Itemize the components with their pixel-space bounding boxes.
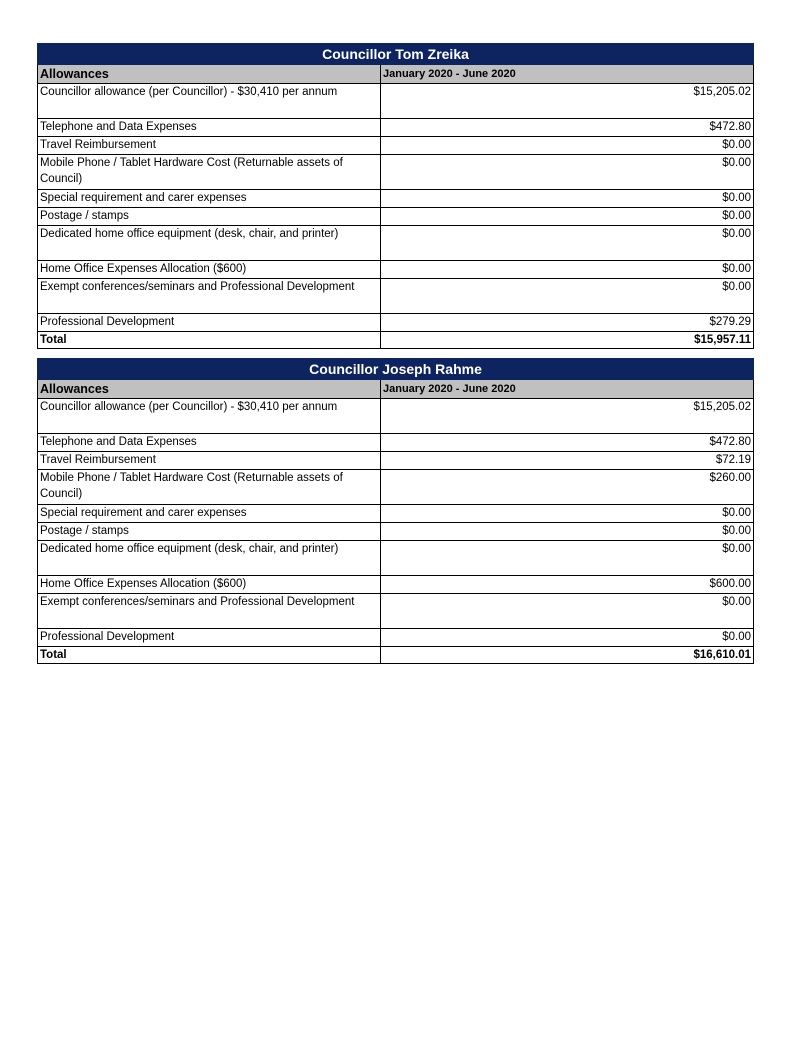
table-row [38, 261, 754, 279]
row-label: Dedicated home office equipment (desk, chair, and printer) [38, 226, 381, 261]
table-row [38, 208, 754, 226]
row-label: Professional Development [38, 314, 381, 332]
row-value: $0.00 [381, 226, 754, 261]
table-row [38, 541, 754, 576]
table-row [38, 226, 754, 261]
table-row [38, 434, 754, 452]
table-row [38, 190, 754, 208]
row-label: Telephone and Data Expenses [38, 119, 381, 137]
total-row [38, 332, 754, 349]
row-label: Dedicated home office equipment (desk, chair, and printer) [38, 541, 381, 576]
row-value: $0.00 [381, 505, 754, 523]
table-row [38, 594, 754, 629]
table-row [38, 629, 754, 647]
row-label: Exempt conferences/seminars and Professional Development [38, 279, 381, 314]
period-column-header: January 2020 - June 2020 [381, 380, 754, 399]
total-label: Total [38, 647, 381, 664]
row-label: Professional Development [38, 629, 381, 647]
allowances-table [37, 43, 754, 349]
allowances-column-header: Allowances [38, 380, 381, 399]
row-value: $600.00 [381, 576, 754, 594]
row-value: $0.00 [381, 208, 754, 226]
row-label: Home Office Expenses Allocation ($600) [38, 261, 381, 279]
row-label: Exempt conferences/seminars and Professional Development [38, 594, 381, 629]
row-value: $72.19 [381, 452, 754, 470]
row-value: $0.00 [381, 594, 754, 629]
row-label: Special requirement and carer expenses [38, 505, 381, 523]
row-label: Special requirement and carer expenses [38, 190, 381, 208]
row-value: $0.00 [381, 629, 754, 647]
table-row [38, 279, 754, 314]
row-label: Home Office Expenses Allocation ($600) [38, 576, 381, 594]
row-label: Postage / stamps [38, 208, 381, 226]
table-row [38, 314, 754, 332]
total-label: Total [38, 332, 381, 349]
total-value: $16,610.01 [381, 647, 754, 664]
table-row [38, 84, 754, 119]
row-label: Mobile Phone / Tablet Hardware Cost (Returnable assets of Council) [38, 155, 381, 190]
row-value: $15,205.02 [381, 84, 754, 119]
table-row [38, 137, 754, 155]
total-row [38, 647, 754, 664]
table-row [38, 523, 754, 541]
table-row [38, 452, 754, 470]
table-row [38, 119, 754, 137]
councillor-name-title: Councillor Joseph Rahme [38, 359, 754, 380]
total-value: $15,957.11 [381, 332, 754, 349]
table-row [38, 505, 754, 523]
councillor-table-zreika [37, 43, 753, 349]
table-row [38, 470, 754, 505]
row-value: $279.29 [381, 314, 754, 332]
row-label: Councillor allowance (per Councillor) - $30,410 per annum [38, 84, 381, 119]
row-value: $0.00 [381, 155, 754, 190]
row-label: Postage / stamps [38, 523, 381, 541]
table-row [38, 155, 754, 190]
councillor-table-rahme [37, 358, 753, 664]
table-row [38, 576, 754, 594]
row-label: Mobile Phone / Tablet Hardware Cost (Returnable assets of Council) [38, 470, 381, 505]
row-value: $0.00 [381, 137, 754, 155]
row-label: Councillor allowance (per Councillor) - $30,410 per annum [38, 399, 381, 434]
row-value: $0.00 [381, 523, 754, 541]
allowances-column-header: Allowances [38, 65, 381, 84]
row-label: Telephone and Data Expenses [38, 434, 381, 452]
row-value: $0.00 [381, 541, 754, 576]
row-value: $260.00 [381, 470, 754, 505]
row-value: $0.00 [381, 279, 754, 314]
row-value: $472.80 [381, 119, 754, 137]
row-label: Travel Reimbursement [38, 137, 381, 155]
councillor-name-title: Councillor Tom Zreika [38, 44, 754, 65]
allowances-table [37, 358, 754, 664]
row-value: $0.00 [381, 190, 754, 208]
row-value: $472.80 [381, 434, 754, 452]
row-value: $0.00 [381, 261, 754, 279]
period-column-header: January 2020 - June 2020 [381, 65, 754, 84]
table-row [38, 399, 754, 434]
row-label: Travel Reimbursement [38, 452, 381, 470]
row-value: $15,205.02 [381, 399, 754, 434]
